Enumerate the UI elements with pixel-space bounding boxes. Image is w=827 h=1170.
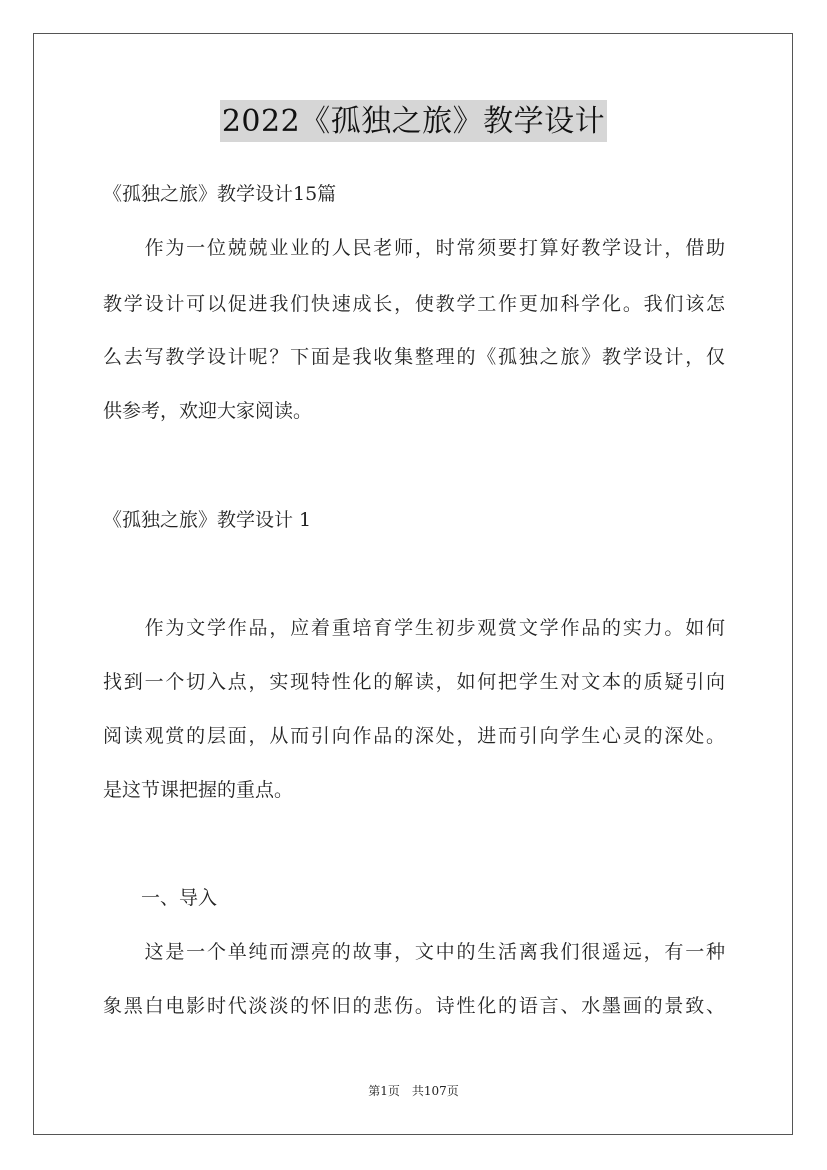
paragraph-line: 么去写教学设计呢？下面是我收集整理的《孤独之旅》教学设计，仅 [103,346,725,368]
paragraph-line: 作为文学作品，应着重培育学生初步观赏文学作品的实力。如何 [103,617,725,639]
paragraph-line: 阅读观赏的层面，从而引向作品的深处，进而引向学生心灵的深处。 [103,725,725,747]
document-title: 2022《孤独之旅》教学设计 [220,100,607,142]
paragraph-line: 供参考，欢迎大家阅读。 [103,400,313,422]
paragraph-line: 找到一个切入点，实现特性化的解读，如何把学生对文本的质疑引向 [103,671,725,693]
paragraph-line: 这是一个单纯而漂亮的故事，文中的生活离我们很遥远，有一种 [103,941,725,963]
title-wrap [0,100,827,142]
page-footer: 第1页 共107页 [368,1084,459,1098]
document-subtitle: 《孤独之旅》教学设计15篇 [103,183,337,205]
part-heading: 一、导入 [103,887,218,909]
paragraph-line: 是这节课把握的重点。 [103,779,294,801]
paragraph-line: 教学设计可以促进我们快速成长，使教学工作更加科学化。我们该怎 [103,293,725,315]
paragraph-line: 象黑白电影时代淡淡的怀旧的悲伤。诗性化的语言、水墨画的景致、 [103,995,725,1017]
section-heading: 《孤独之旅》教学设计 1 [103,509,312,531]
paragraph-line: 作为一位兢兢业业的人民老师，时常须要打算好教学设计，借助 [103,237,725,259]
